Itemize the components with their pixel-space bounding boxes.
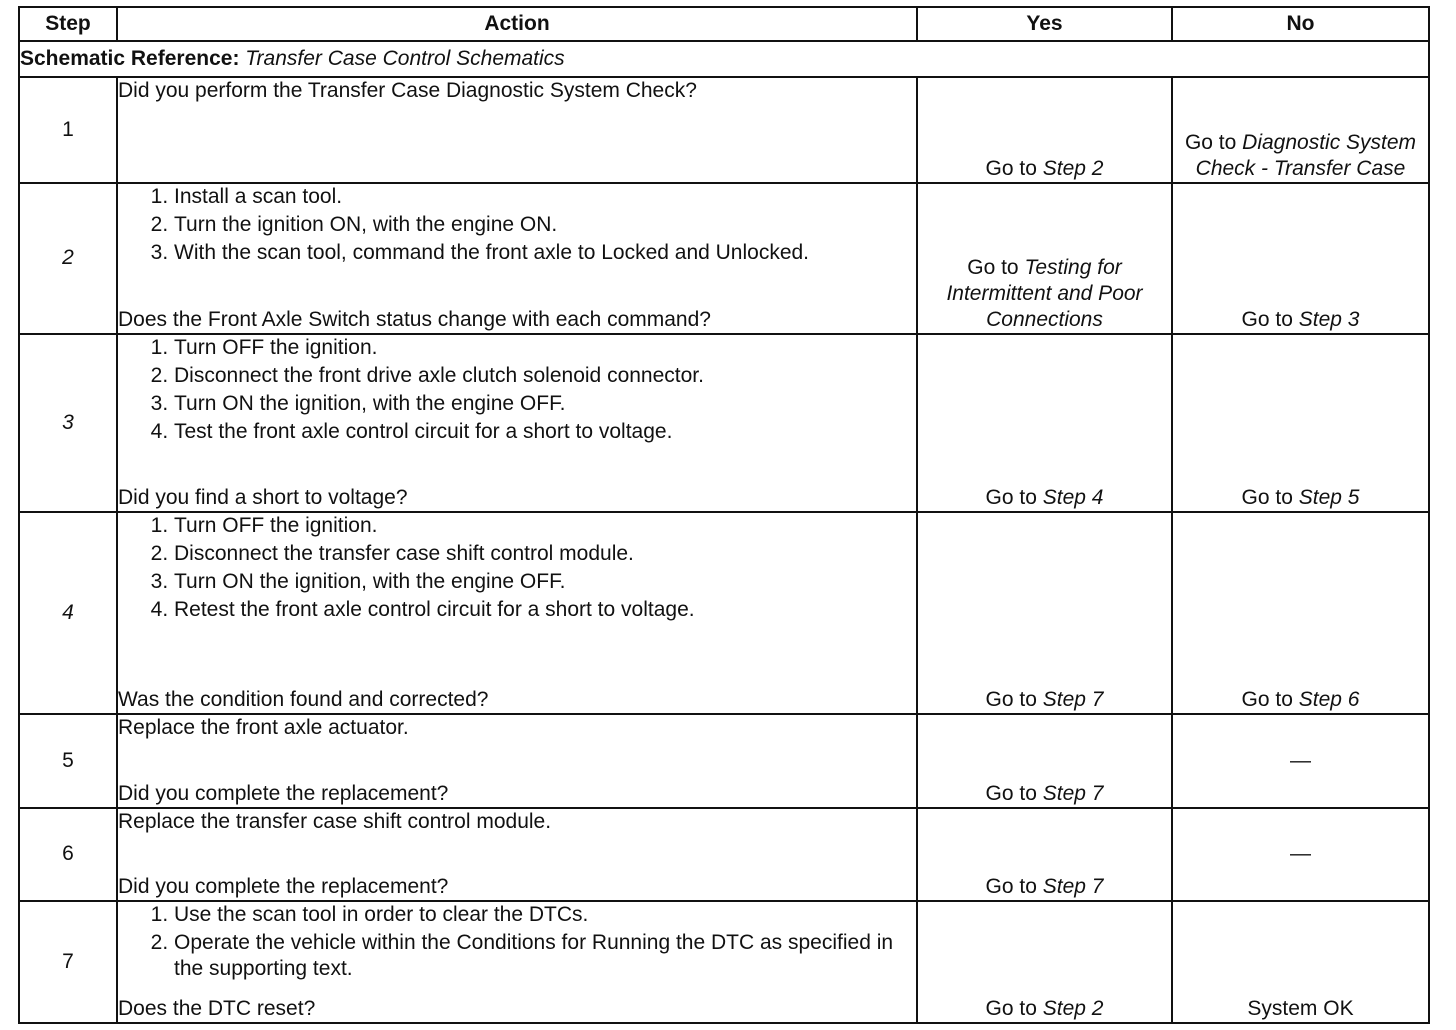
yes-cell[interactable] bbox=[917, 77, 1172, 183]
action-item: 3. Turn ON the ignition, with the engine OFF. bbox=[174, 569, 916, 595]
goto-prefix: Go to bbox=[985, 874, 1037, 898]
schematic-reference-link[interactable]: Transfer Case Control Schematics bbox=[245, 47, 565, 71]
schematic-reference-row bbox=[19, 41, 1429, 77]
goto-prefix: Go to bbox=[967, 255, 1019, 279]
action-cell bbox=[117, 808, 917, 901]
goto-prefix: Go to bbox=[985, 688, 1037, 712]
action-cell bbox=[117, 183, 917, 333]
step-row-7 bbox=[19, 901, 1429, 1023]
step-question: Did you complete the replacement? bbox=[118, 874, 449, 898]
step-question: Did you complete the replacement? bbox=[118, 781, 449, 805]
step-number: 6 bbox=[19, 808, 117, 901]
action-item: 2. Disconnect the transfer case shift control module. bbox=[174, 541, 916, 567]
step-row-2 bbox=[19, 183, 1429, 333]
goto-step-link[interactable]: Step 6 bbox=[1298, 688, 1360, 712]
goto-prefix: Go to bbox=[985, 781, 1037, 805]
goto-step-link[interactable]: Step 7 bbox=[1042, 688, 1104, 712]
action-cell bbox=[117, 512, 917, 714]
goto-prefix: Go to bbox=[1241, 688, 1293, 712]
goto-prefix: Go to bbox=[985, 485, 1037, 509]
no-cell bbox=[1172, 714, 1429, 807]
yes-cell[interactable] bbox=[917, 808, 1172, 901]
no-cell bbox=[1172, 901, 1429, 1023]
no-cell[interactable] bbox=[1172, 183, 1429, 333]
action-item: 2. Turn the ignition ON, with the engine ON. bbox=[174, 212, 916, 238]
step-row-5 bbox=[19, 714, 1429, 807]
step-question: Did you perform the Transfer Case Diagnostic System Check? bbox=[118, 79, 697, 103]
step-question: Does the Front Axle Switch status change with each command? bbox=[118, 307, 711, 331]
step-row-1 bbox=[19, 77, 1429, 183]
no-action-dash: — bbox=[1290, 842, 1311, 866]
action-item: 4. Retest the front axle control circuit for a short to voltage. bbox=[174, 597, 916, 623]
yes-cell[interactable] bbox=[917, 183, 1172, 333]
action-item: 4. Test the front axle control circuit for a short to voltage. bbox=[174, 419, 916, 445]
goto-prefix: Go to bbox=[985, 997, 1037, 1020]
action-cell bbox=[117, 77, 917, 183]
goto-step-link[interactable]: Step 7 bbox=[1042, 874, 1104, 898]
action-item: 1. Use the scan tool in order to clear the DTCs. bbox=[174, 902, 916, 928]
yes-cell[interactable] bbox=[917, 512, 1172, 714]
step-question: Was the condition found and corrected? bbox=[118, 688, 489, 712]
header-yes: Yes bbox=[917, 7, 1172, 41]
action-item: 1. Turn OFF the ignition. bbox=[174, 513, 916, 539]
header-no: No bbox=[1172, 7, 1429, 41]
goto-prefix: Go to bbox=[1241, 307, 1293, 331]
action-list bbox=[118, 184, 916, 268]
header-row bbox=[19, 7, 1429, 41]
goto-prefix: Go to bbox=[985, 157, 1037, 181]
action-item: 2. Operate the vehicle within the Conditions for Running the DTC as specified in the supporting text. bbox=[174, 930, 916, 982]
yes-cell[interactable] bbox=[917, 334, 1172, 512]
action-item: 1. Turn OFF the ignition. bbox=[174, 335, 916, 361]
action-item: 3. With the scan tool, command the front axle to Locked and Unlocked. bbox=[174, 240, 916, 266]
goto-prefix: Go to bbox=[1184, 131, 1237, 155]
step-number: 1 bbox=[19, 77, 117, 183]
step-question: Does the DTC reset? bbox=[118, 997, 316, 1020]
goto-step-link[interactable]: Step 2 bbox=[1042, 157, 1104, 181]
action-list bbox=[118, 513, 916, 625]
step-question: Did you find a short to voltage? bbox=[118, 485, 408, 509]
action-item: 1. Install a scan tool. bbox=[174, 184, 916, 210]
step-instruction: Replace the front axle actuator. bbox=[118, 716, 409, 740]
yes-cell[interactable] bbox=[917, 714, 1172, 807]
step-number: 2 bbox=[19, 183, 117, 333]
step-row-4 bbox=[19, 512, 1429, 714]
step-number: 3 bbox=[19, 334, 117, 512]
goto-step-link[interactable]: Step 4 bbox=[1042, 485, 1104, 509]
diagnostic-table bbox=[18, 6, 1430, 1024]
yes-cell[interactable] bbox=[917, 901, 1172, 1023]
no-action-dash: — bbox=[1290, 748, 1311, 772]
step-number: 5 bbox=[19, 714, 117, 807]
no-cell[interactable] bbox=[1172, 512, 1429, 714]
step-number: 4 bbox=[19, 512, 117, 714]
header-step: Step bbox=[19, 7, 117, 41]
no-cell bbox=[1172, 808, 1429, 901]
step-row-6 bbox=[19, 808, 1429, 901]
schematic-reference-label: Schematic Reference: bbox=[20, 47, 240, 71]
goto-step-link[interactable]: Step 3 bbox=[1298, 307, 1360, 331]
step-number: 7 bbox=[19, 901, 117, 1023]
action-cell bbox=[117, 334, 917, 512]
system-ok-text: System OK bbox=[1247, 997, 1354, 1020]
goto-section-link[interactable]: Testing for Intermittent and Poor Connections bbox=[946, 255, 1143, 331]
goto-step-link[interactable]: Step 7 bbox=[1042, 781, 1104, 805]
step-row-3 bbox=[19, 334, 1429, 512]
goto-step-link[interactable]: Step 2 bbox=[1042, 997, 1104, 1020]
action-item: 2. Disconnect the front drive axle clutch solenoid connector. bbox=[174, 363, 916, 389]
action-item: 3. Turn ON the ignition, with the engine OFF. bbox=[174, 391, 916, 417]
no-cell[interactable] bbox=[1172, 77, 1429, 183]
action-cell bbox=[117, 714, 917, 807]
goto-section-link[interactable]: Diagnostic System Check - Transfer Case bbox=[1195, 131, 1417, 181]
goto-step-link[interactable]: Step 5 bbox=[1298, 485, 1360, 509]
step-instruction: Replace the transfer case shift control module. bbox=[118, 809, 552, 833]
no-cell[interactable] bbox=[1172, 334, 1429, 512]
header-action: Action bbox=[117, 7, 917, 41]
action-list bbox=[118, 335, 916, 447]
action-cell bbox=[117, 901, 917, 1023]
action-list bbox=[118, 902, 916, 984]
goto-prefix: Go to bbox=[1241, 485, 1293, 509]
